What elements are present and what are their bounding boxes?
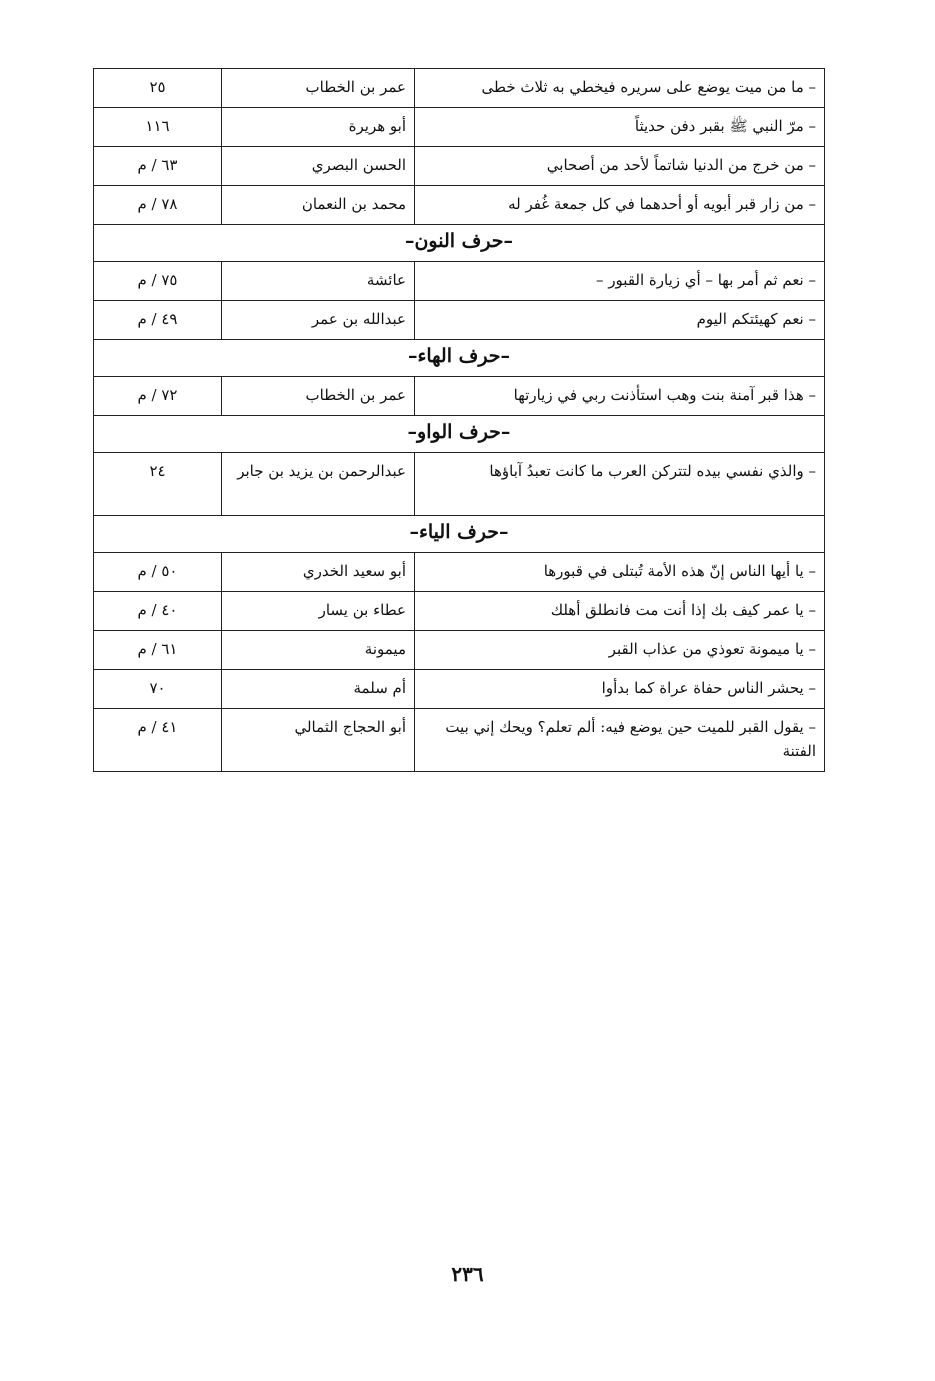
page-reference: ٧٠: [94, 670, 222, 709]
hadith-text: – يا ميمونة تعوذي من عذاب القبر: [415, 631, 825, 670]
table-row: [94, 147, 825, 186]
letter-heading-row: [94, 225, 825, 262]
hadith-text: – يا أيها الناس إنّ هذه الأمة تُبتلى في قبورها: [415, 553, 825, 592]
narrator-name: عمر بن الخطاب: [222, 377, 415, 416]
table-row: [94, 108, 825, 147]
narrator-name: أم سلمة: [222, 670, 415, 709]
letter-heading-row: [94, 416, 825, 453]
page-reference: ٢٥: [94, 69, 222, 108]
hadith-text: – يقول القبر للميت حين يوضع فيه: ألم تعلم؟ ويحك إني بيت الفتنة: [415, 709, 825, 772]
page-reference: ٦٣ / م: [94, 147, 222, 186]
table-row: [94, 262, 825, 301]
narrator-name: محمد بن النعمان: [222, 186, 415, 225]
letter-heading: –حرف الهاء–: [94, 340, 825, 377]
letter-heading: –حرف النون–: [94, 225, 825, 262]
hadith-text: – من خرج من الدنيا شاتماً لأحد من أصحابي: [415, 147, 825, 186]
hadith-index-table: [93, 68, 825, 772]
narrator-name: عائشة: [222, 262, 415, 301]
hadith-text: – يا عمر كيف بك إذا أنت مت فانطلق أهلك: [415, 592, 825, 631]
table-row: [94, 377, 825, 416]
table-row: [94, 186, 825, 225]
page-reference: ٧٢ / م: [94, 377, 222, 416]
narrator-name: عمر بن الخطاب: [222, 69, 415, 108]
table-row: [94, 592, 825, 631]
narrator-name: عبدالله بن عمر: [222, 301, 415, 340]
letter-heading-row: [94, 516, 825, 553]
letter-heading-row: [94, 340, 825, 377]
narrator-name: عبدالرحمن بن يزيد بن جابر: [222, 453, 415, 516]
page-reference: ٤٩ / م: [94, 301, 222, 340]
page-reference: ٤٠ / م: [94, 592, 222, 631]
narrator-name: أبو الحجاج الثمالي: [222, 709, 415, 772]
page-reference: ٢٤: [94, 453, 222, 516]
narrator-name: الحسن البصري: [222, 147, 415, 186]
letter-heading: –حرف الواو–: [94, 416, 825, 453]
hadith-text: – نعم ثم أمر بها – أي زيارة القبور –: [415, 262, 825, 301]
page-number: ٢٣٦: [451, 1262, 484, 1286]
page-reference: ١١٦: [94, 108, 222, 147]
narrator-name: أبو هريرة: [222, 108, 415, 147]
narrator-name: ميمونة: [222, 631, 415, 670]
page-reference: ٥٠ / م: [94, 553, 222, 592]
page-reference: ٧٨ / م: [94, 186, 222, 225]
letter-heading: –حرف الياء–: [94, 516, 825, 553]
hadith-text: – مرّ النبي ﷺ بقبر دفن حديثاً: [415, 108, 825, 147]
page-reference: ٧٥ / م: [94, 262, 222, 301]
table-row: [94, 553, 825, 592]
table-row: [94, 301, 825, 340]
hadith-text: – هذا قبر آمنة بنت وهب استأذنت ربي في زيارتها: [415, 377, 825, 416]
hadith-text: – ما من ميت يوضع على سريره فيخطي به ثلاث خطى: [415, 69, 825, 108]
table-row: [94, 453, 825, 516]
table-row: [94, 69, 825, 108]
page-reference: ٤١ / م: [94, 709, 222, 772]
table-row: [94, 709, 825, 772]
page-reference: ٦١ / م: [94, 631, 222, 670]
narrator-name: عطاء بن يسار: [222, 592, 415, 631]
table-row: [94, 670, 825, 709]
hadith-text: – من زار قبر أبويه أو أحدهما في كل جمعة غُفر له: [415, 186, 825, 225]
table-row: [94, 631, 825, 670]
hadith-text: – يحشر الناس حفاة عراة كما بدأوا: [415, 670, 825, 709]
hadith-text: – نعم كهيئتكم اليوم: [415, 301, 825, 340]
narrator-name: أبو سعيد الخدري: [222, 553, 415, 592]
hadith-text: – والذي نفسي بيده لتتركن العرب ما كانت تعبدُ آباؤها: [415, 453, 825, 516]
